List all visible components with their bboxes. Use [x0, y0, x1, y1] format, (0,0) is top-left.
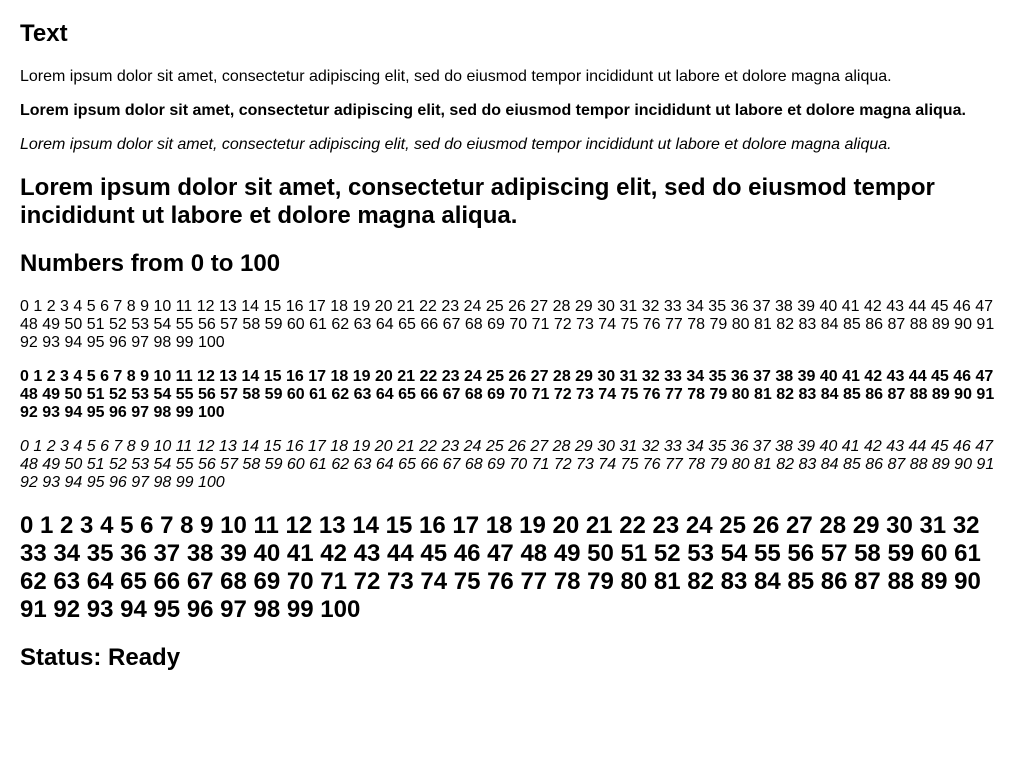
page-content [20, 20, 1004, 672]
lorem-paragraph-italic: Lorem ipsum dolor sit amet, consectetur adipiscing elit, sed do eiusmod tempor incididunt ut labore et dolore magna aliqua. [20, 136, 892, 153]
status-label: Status: [20, 644, 102, 671]
numbers-heading-large: 0 1 2 3 4 5 6 7 8 9 10 11 12 13 14 15 16 17 18 19 20 21 22 23 24 25 26 27 28 29 30 31 32 33 34 35 36 37 38 39 40 41 42 43 44 45 46 47 48 49 50 51 52 53 54 55 56 57 58 59 60 61 62 63 64 65 66 67 68 69 70 71 72 73 74 75 76 77 78 79 80 81 82 83 84 85 86 87 88 89 90 91 92 93 94 95 96 97 98 99 100 [20, 512, 981, 623]
lorem-paragraph-normal: Lorem ipsum dolor sit amet, consectetur adipiscing elit, sed do eiusmod tempor incididunt ut labore et dolore magna aliqua. [20, 68, 892, 85]
numbers-section-heading: Numbers from 0 to 100 [20, 250, 281, 277]
numbers-bold: 0 1 2 3 4 5 6 7 8 9 10 11 12 13 14 15 16 17 18 19 20 21 22 23 24 25 26 27 28 29 30 31 32 33 34 35 36 37 38 39 40 41 42 43 44 45 46 47 48 49 50 51 52 53 54 55 56 57 58 59 60 61 62 63 64 65 66 67 68 69 70 71 72 73 74 75 76 77 78 79 80 81 82 83 84 85 86 87 88 89 90 91 92 93 94 95 96 97 98 99 100 [20, 368, 995, 421]
lorem-paragraph-bold: Lorem ipsum dolor sit amet, consectetur adipiscing elit, sed do eiusmod tempor incididunt ut labore et dolore magna aliqua. [20, 102, 966, 119]
lorem-heading-large: Lorem ipsum dolor sit amet, consectetur adipiscing elit, sed do eiusmod tempor incididunt ut labore et dolore magna aliqua. [20, 174, 935, 229]
numbers-normal: 0 1 2 3 4 5 6 7 8 9 10 11 12 13 14 15 16 17 18 19 20 21 22 23 24 25 26 27 28 29 30 31 32 33 34 35 36 37 38 39 40 41 42 43 44 45 46 47 48 49 50 51 52 53 54 55 56 57 58 59 60 61 62 63 64 65 66 67 68 69 70 71 72 73 74 75 76 77 78 79 80 81 82 83 84 85 86 87 88 89 90 91 92 93 94 95 96 97 98 99 100 [20, 298, 995, 351]
numbers-italic: 0 1 2 3 4 5 6 7 8 9 10 11 12 13 14 15 16 17 18 19 20 21 22 23 24 25 26 27 28 29 30 31 32 33 34 35 36 37 38 39 40 41 42 43 44 45 46 47 48 49 50 51 52 53 54 55 56 57 58 59 60 61 62 63 64 65 66 67 68 69 70 71 72 73 74 75 76 77 78 79 80 81 82 83 84 85 86 87 88 89 90 91 92 93 94 95 96 97 98 99 100 [20, 438, 995, 491]
status-value: Ready [108, 644, 181, 671]
status-heading [20, 644, 1004, 672]
text-section-heading: Text [20, 20, 68, 47]
